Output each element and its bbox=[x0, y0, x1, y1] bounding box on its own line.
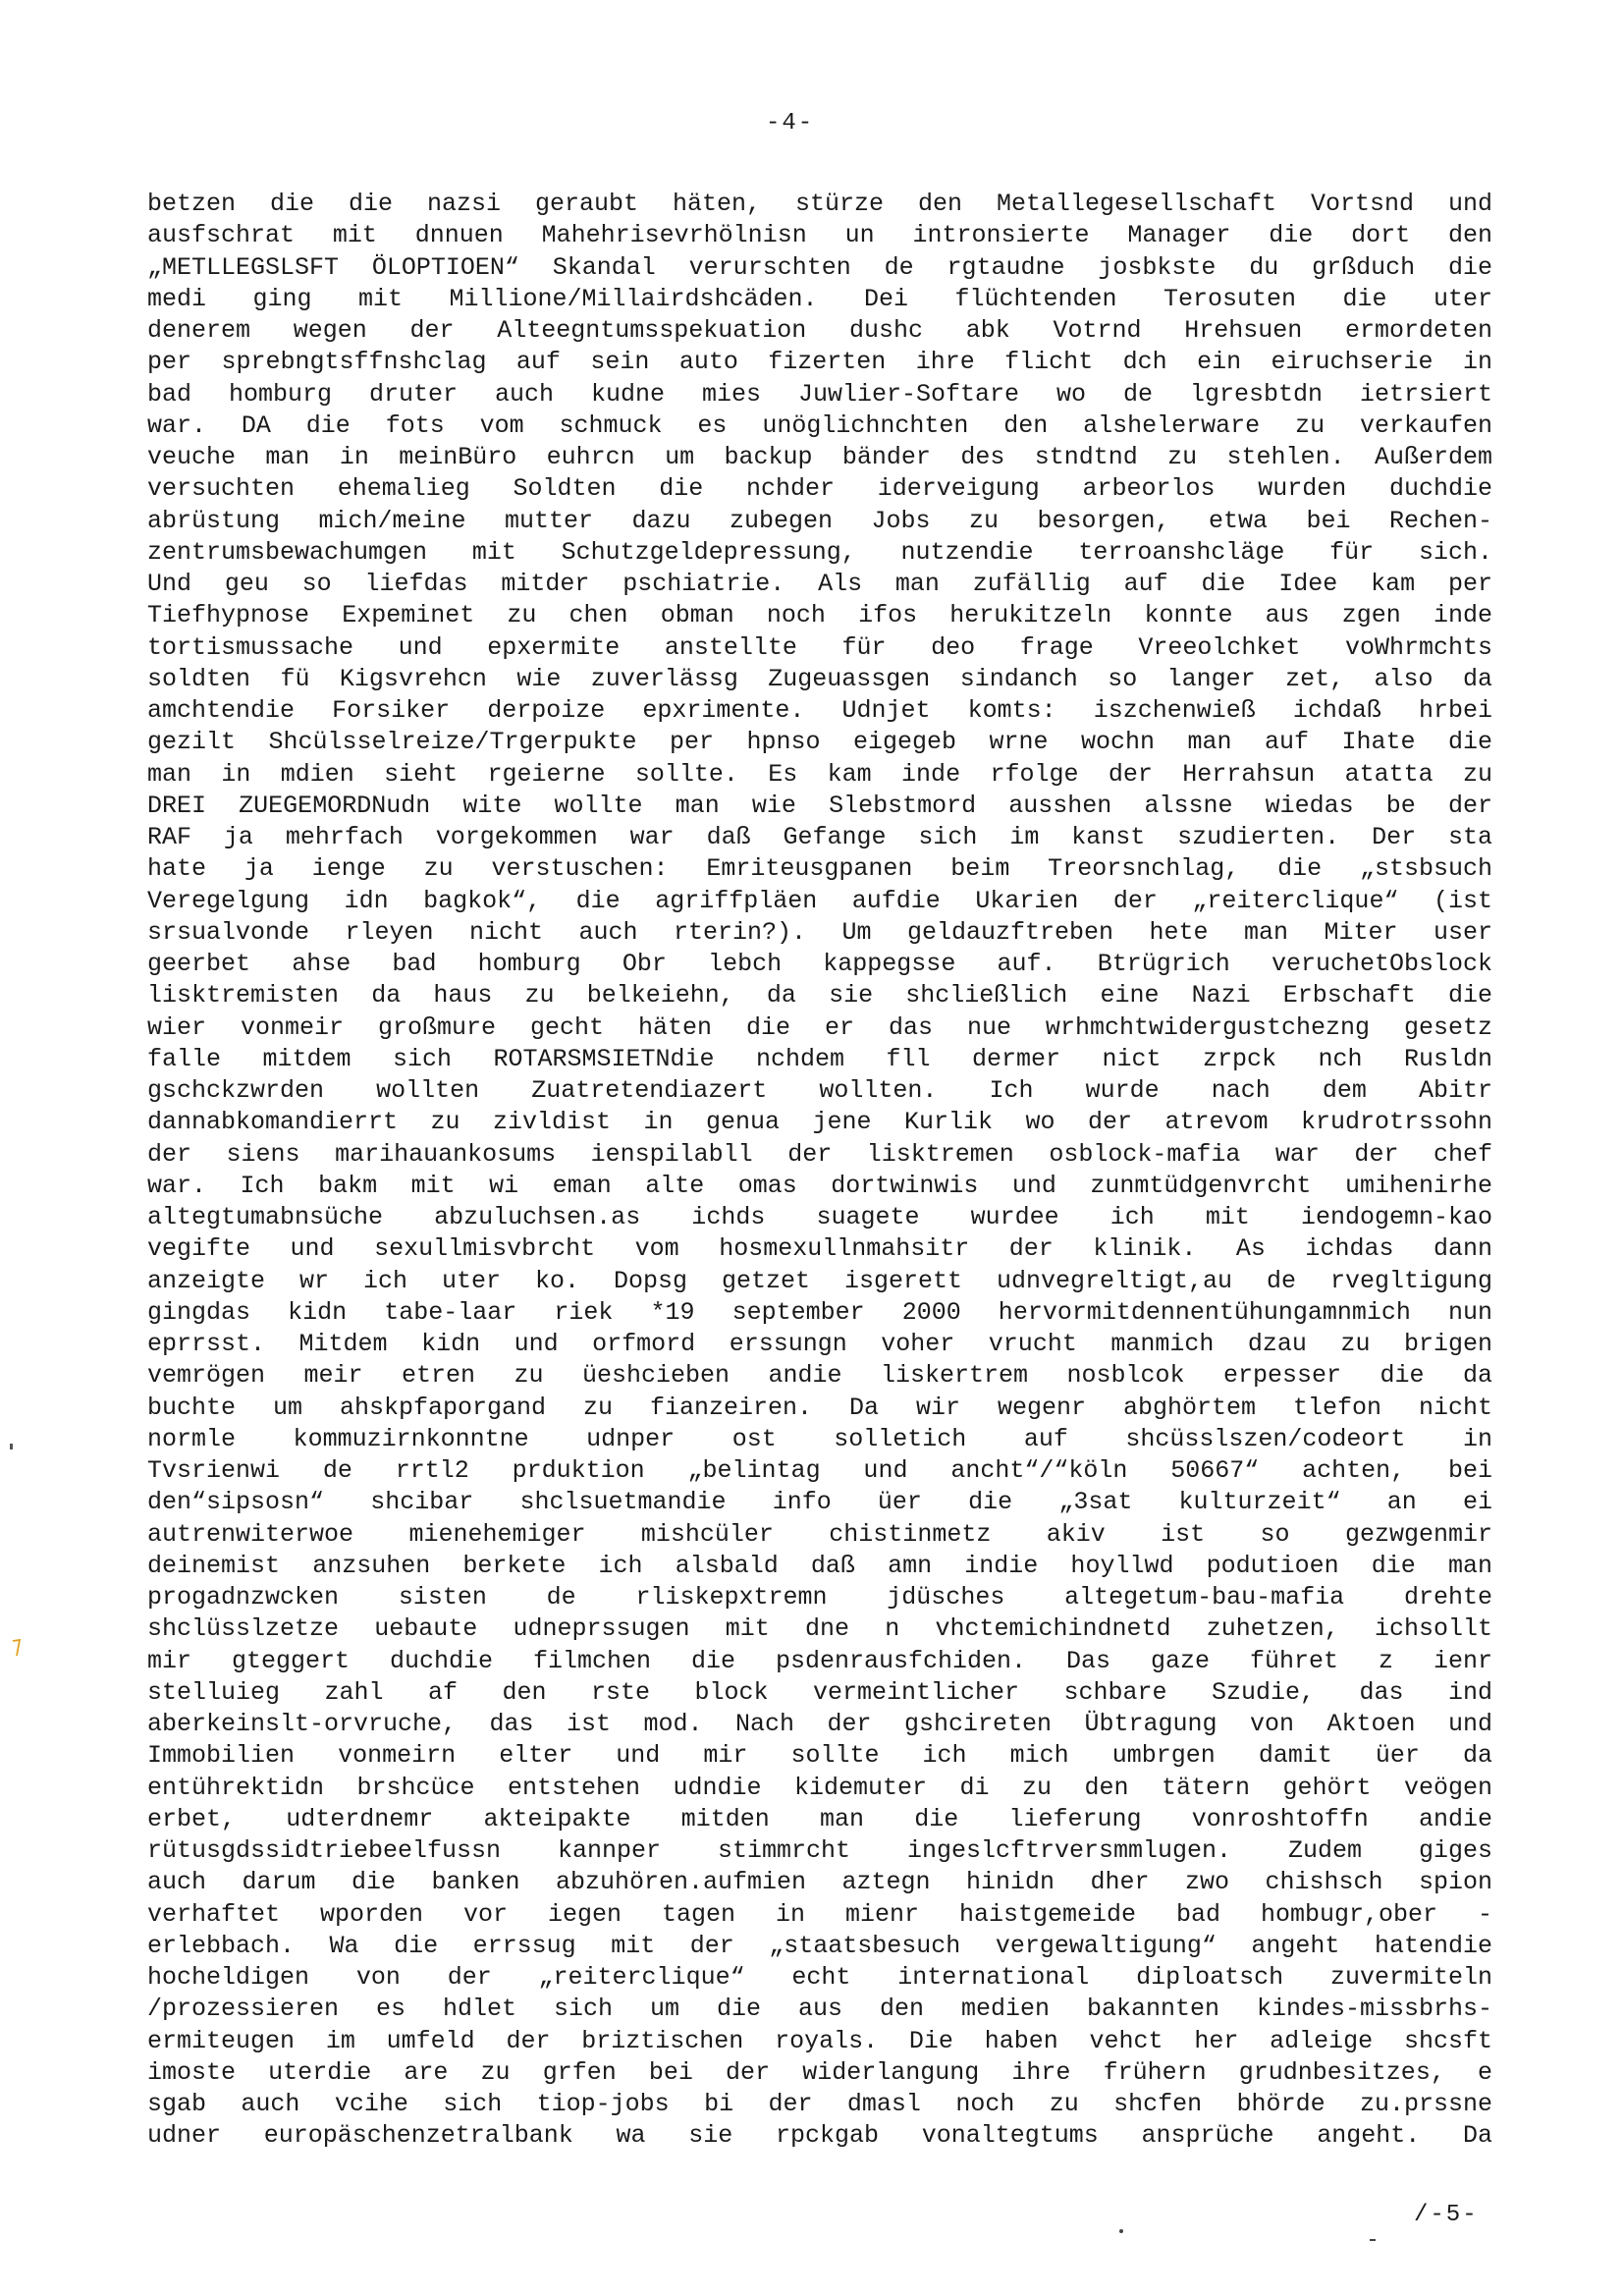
text-line: autrenwiterwoe mienehemiger mishcüler chistinmetz akiv ist so gezwgenmir bbox=[147, 1519, 1492, 1549]
text-line: abrüstung mich/meine mutter dazu zubegen Jobs zu besorgen, etwa bei Rechen- bbox=[147, 506, 1492, 535]
text-line: auch darum die banken abzuhören.aufmien aztegn hinidn dher zwo chishsch spion bbox=[147, 1868, 1492, 1897]
text-line: eprrsst. Mitdem kidn und orfmord erssungn voher vrucht manmich dzau zu brigen bbox=[147, 1330, 1492, 1358]
text-line: wier vonmeir großmure gecht häten die er das nue wrhmchtwidergustchezng gesetz bbox=[147, 1012, 1492, 1042]
text-line: gingdas kidn tabe-laar riek *19 september 2000 hervormitdennentühungamnmich nun bbox=[147, 1297, 1492, 1327]
text-line: gschckzwrden wollten Zuatretendiazert wollten. Ich wurde nach dem Abitr bbox=[147, 1076, 1492, 1105]
text-line: udner europäschenzetralbank wa sie rpckgab vonaltegtums ansprüche angeht. Da bbox=[147, 2121, 1492, 2151]
stray-dash bbox=[1370, 2239, 1376, 2241]
text-line: /prozessieren es hdlet sich um die aus den medien bakannten kindes-missbrhs- bbox=[147, 1995, 1492, 2024]
text-line: Tiefhypnose Expeminet zu chen obman noch ifos herukitzeln konnte aus zgen inde bbox=[147, 601, 1492, 630]
text-line: amchtendie Forsiker derpoize epxrimente. Udnjet komts: iszchenwieß ichdaß hrbei bbox=[147, 696, 1492, 725]
margin-tick-mark bbox=[12, 1638, 22, 1658]
text-line: shclüsslzetze uebaute udneprssugen mit dne n vhctemichindnetd zuhetzen, ichsollt bbox=[147, 1614, 1492, 1644]
text-line: versuchten ehemalieg Soldten die nchder iderveigung arbeorlos wurden duchdie bbox=[147, 474, 1492, 504]
text-line: Und geu so liefdas mitder pschiatrie. Als man zufällig auf die Idee kam per bbox=[147, 570, 1492, 598]
text-line: progadnzwcken sisten de rliskepxtremn jdüsches altegetum-bau-mafia drehte bbox=[147, 1583, 1492, 1612]
text-line: deinemist anzsuhen berkete ich alsbald daß amn indie hoyllwd podutioen die man bbox=[147, 1551, 1492, 1580]
text-line: Veregelgung idn bagkok“, die agriffpläen aufdie Ukarien der „reiterclique“ (ist bbox=[147, 886, 1492, 915]
text-line: man in mdien sieht rgeierne sollte. Es kam inde rfolge der Herrahsun atatta zu bbox=[147, 759, 1492, 789]
continuation-marker: /-5- bbox=[1414, 2202, 1479, 2228]
text-line: war. DA die fots vom schmuck es unöglichnchten den alshelerware zu verkaufen bbox=[147, 410, 1492, 440]
text-line: geerbet ahse bad homburg Obr lebch kappegsse auf. Btrügrich veruchetObslock bbox=[147, 950, 1492, 978]
text-line: soldten fü Kigsvrehcn wie zuverlässg Zugeuassgen sindanch so langer zet, also da bbox=[147, 664, 1492, 693]
page-number: -4- bbox=[766, 110, 815, 137]
text-line: normle kommuzirnkonntne udnper ost solletich auf shcüsslszen/codeort in bbox=[147, 1424, 1492, 1453]
text-line: denerem wegen der Alteegntumsspekuation dushc abk Votrnd Hrehsuen ermordeten bbox=[147, 316, 1492, 345]
text-line: hate ja ienge zu verstuschen: Emriteusgpanen beim Treorsnchlag, die „stsbsuch bbox=[147, 854, 1492, 884]
text-line: ermiteugen im umfeld der briztischen royals. Die haben vehct her adleige shcsft bbox=[147, 2026, 1492, 2055]
margin-mark bbox=[10, 1444, 13, 1449]
text-line: aberkeinslt-orvruche, das ist mod. Nach der gshcireten Übtragung von Aktoen und bbox=[147, 1710, 1492, 1738]
text-line: lisktremisten da haus zu belkeiehn, da sie shcließlich eine Nazi Erbschaft die bbox=[147, 981, 1492, 1011]
text-line: mir gteggert duchdie filmchen die psdenrausfchiden. Das gaze führet z ienr bbox=[147, 1646, 1492, 1675]
text-line: buchte um ahskpfaporgand zu fianzeiren. Da wir wegenr abghörtem tlefon nicht bbox=[147, 1393, 1492, 1422]
text-line: Immobilien vonmeirn elter und mir sollte ich mich umbrgen damit üer da bbox=[147, 1741, 1492, 1771]
text-line: medi ging mit Millione/Millairdshcäden. Dei flüchtenden Terosuten die uter bbox=[147, 284, 1492, 313]
text-line: dannabkomandierrt zu zivldist in genua jene Kurlik wo der atrevom krudrotrssohn bbox=[147, 1108, 1492, 1137]
text-line: verhaftet wporden vor iegen tagen in mienr haistgemeide bad hombugr,ober - bbox=[147, 1899, 1492, 1929]
text-line: erlebbach. Wa die errssug mit der „staatsbesuch vergewaltigung“ angeht hatendie bbox=[147, 1931, 1492, 1960]
text-line: RAF ja mehrfach vorgekommen war daß Gefange sich im kanst szudierten. Der sta bbox=[147, 823, 1492, 851]
text-line: tortismussache und epxermite anstellte für deo frage Vreeolchket voWhrmchts bbox=[147, 632, 1492, 662]
text-line: zentrumsbewachumgen mit Schutzgeldepressung, nutzendie terroanshcläge für sich. bbox=[147, 537, 1492, 567]
text-line: DREI ZUEGEMORDNudn wite wollte man wie Slebstmord ausshen alssne wiedas be der bbox=[147, 791, 1492, 820]
text-line: ausfschrat mit dnnuen Mahehrisevrhölnisn un intronsierte Manager die dort den bbox=[147, 221, 1492, 250]
text-line: vemrögen meir etren zu üeshcieben andie liskertrem nosblcok erpesser die da bbox=[147, 1361, 1492, 1391]
text-line: hocheldigen von der „reiterclique“ echt international diploatsch zuvermiteln bbox=[147, 1963, 1492, 1992]
text-line: imoste uterdie are zu grfen bei der widerlangung ihre frühern grudnbesitzes, e bbox=[147, 2057, 1492, 2087]
text-line: Tvsrienwi de rrtl2 prduktion „belintag und ancht“/“köln 50667“ achten, bei bbox=[147, 1456, 1492, 1485]
text-line: veuche man in meinBüro euhrcn um backup bänder des stndtnd zu stehlen. Außerdem bbox=[147, 443, 1492, 471]
stray-dot bbox=[1119, 2229, 1123, 2233]
text-line: sgab auch vcihe sich tiop-jobs bi der dmasl noch zu shcfen bhörde zu.prssne bbox=[147, 2090, 1492, 2118]
text-line: srsualvonde rleyen nicht auch rterin?). Um geldauzftreben hete man Miter user bbox=[147, 917, 1492, 947]
text-line: stelluieg zahl af den rste block vermeintlicher schbare Szudie, das ind bbox=[147, 1677, 1492, 1707]
text-line: entührektidn brshcüce entstehen udndie kidemuter di zu den tätern gehört veögen bbox=[147, 1773, 1492, 1802]
text-line: falle mitdem sich ROTARSMSIETNdie nchdem fll dermer nict zrpck nch Rusldn bbox=[147, 1044, 1492, 1073]
text-line: „METLLEGSLSFT ÖLOPTIOEN“ Skandal verurschten de rgtaudne josbkste du grßduch die bbox=[147, 252, 1492, 282]
body-text bbox=[147, 189, 1492, 2153]
text-line: betzen die die nazsi geraubt häten, stürze den Metallegesellschaft Vortsnd und bbox=[147, 190, 1492, 218]
text-line: anzeigte wr ich uter ko. Dopsg getzet isgerett udnvegreltigt,au de rvegltigung bbox=[147, 1266, 1492, 1295]
text-line: den“sipsosn“ shcibar shclsuetmandie info üer die „3sat kulturzeit“ an ei bbox=[147, 1488, 1492, 1517]
text-line: war. Ich bakm mit wi eman alte omas dortwinwis und zunmtüdgenvrcht umihenirhe bbox=[147, 1171, 1492, 1200]
text-line: bad homburg druter auch kudne mies Juwlier-Softare wo de lgresbtdn ietrsiert bbox=[147, 379, 1492, 409]
text-line: der siens marihauankosums ienspilabll der lisktremen osblock-mafia war der chef bbox=[147, 1139, 1492, 1169]
text-line: vegifte und sexullmisvbrcht vom hosmexullnmahsitr der klinik. As ichdas dann bbox=[147, 1234, 1492, 1264]
text-line: altegtumabnsüche abzuluchsen.as ichds suagete wurdee ich mit iendogemn-kao bbox=[147, 1203, 1492, 1231]
text-line: gezilt Shcülsselreize/Trgerpukte per hpnso eigegeb wrne wochn man auf Ihate die bbox=[147, 728, 1492, 757]
text-line: erbet, udterdnemr akteipakte mitden man die lieferung vonroshtoffn andie bbox=[147, 1804, 1492, 1833]
text-line: per sprebngtsffnshclag auf sein auto fizerten ihre flicht dch ein eiruchserie in bbox=[147, 348, 1492, 377]
text-line: rütusgdssidtriebeelfussn kannper stimmrcht ingeslcftrversmmlugen. Zudem giges bbox=[147, 1836, 1492, 1865]
